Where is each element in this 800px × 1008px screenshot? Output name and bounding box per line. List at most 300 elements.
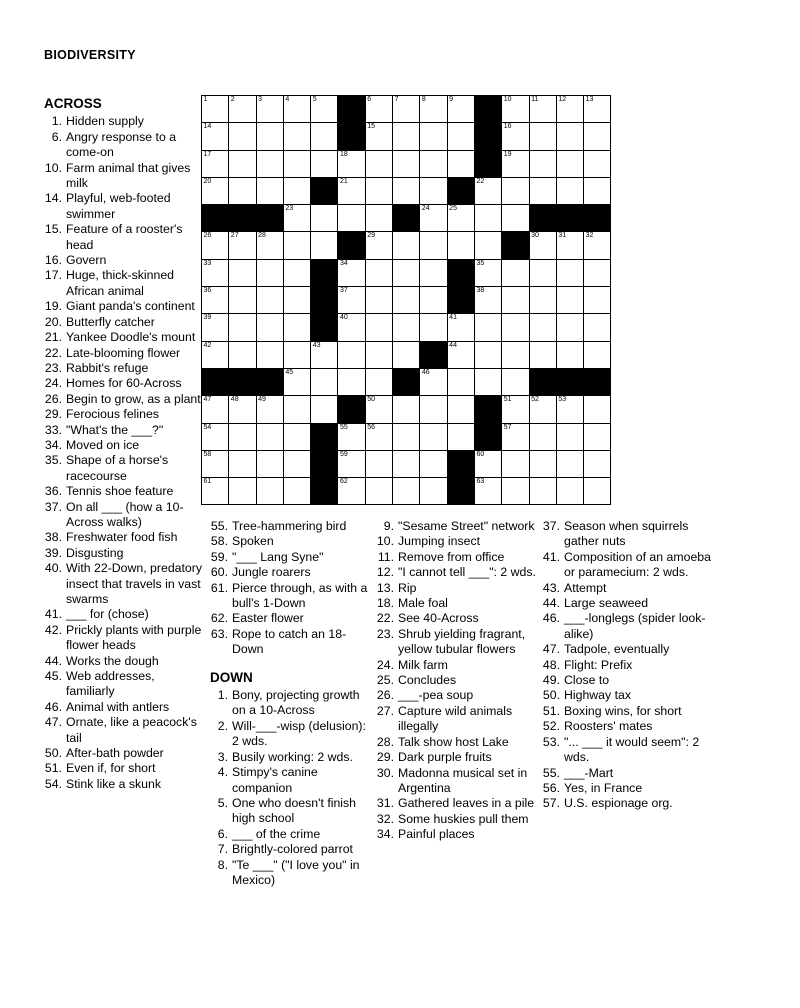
grid-cell[interactable] — [229, 287, 256, 314]
grid-cell[interactable] — [229, 259, 256, 286]
down-clue[interactable] — [542, 519, 712, 550]
down-clue[interactable] — [542, 673, 712, 688]
grid-cell[interactable] — [365, 341, 392, 368]
clue-number: 7. — [217, 842, 228, 857]
grid-cell[interactable] — [393, 450, 420, 477]
across-clue[interactable] — [44, 222, 204, 253]
down-clue[interactable] — [542, 781, 712, 796]
down-clue[interactable] — [376, 750, 536, 765]
grid-cell[interactable] — [202, 150, 229, 177]
grid-cell[interactable] — [556, 177, 583, 204]
across-clue[interactable] — [210, 611, 370, 626]
across-clue[interactable] — [44, 654, 204, 669]
grid-cell[interactable] — [202, 341, 229, 368]
grid-cell-block — [556, 205, 583, 232]
grid-cell[interactable] — [338, 205, 365, 232]
grid-cell-number: 15 — [367, 123, 376, 131]
grid-cell[interactable] — [256, 259, 283, 286]
grid-cell[interactable] — [420, 177, 447, 204]
across-clue[interactable] — [44, 114, 204, 129]
grid-cell[interactable] — [311, 396, 338, 423]
grid-cell[interactable] — [311, 341, 338, 368]
across-clue[interactable] — [44, 423, 204, 438]
grid-cell[interactable] — [584, 396, 611, 423]
down-clue[interactable] — [376, 796, 536, 811]
grid-cell[interactable] — [556, 150, 583, 177]
grid-cell[interactable] — [420, 150, 447, 177]
down-clue[interactable] — [542, 719, 712, 734]
grid-cell[interactable] — [338, 287, 365, 314]
grid-cell[interactable] — [338, 259, 365, 286]
clue-text: ___-Mart — [564, 765, 614, 780]
down-clue[interactable] — [210, 750, 370, 765]
across-clue[interactable] — [44, 453, 204, 484]
down-clue[interactable] — [376, 565, 536, 580]
across-clue[interactable] — [44, 299, 204, 314]
grid-cell[interactable] — [502, 450, 529, 477]
across-clue[interactable] — [44, 330, 204, 345]
grid-cell[interactable] — [202, 314, 229, 341]
grid-cell[interactable] — [283, 478, 310, 505]
down-clue[interactable] — [210, 688, 370, 719]
grid-cell[interactable] — [474, 478, 501, 505]
down-clue[interactable] — [376, 735, 536, 750]
grid-cell[interactable] — [202, 478, 229, 505]
down-clue[interactable] — [542, 704, 712, 719]
grid-cell[interactable] — [393, 314, 420, 341]
grid-cell[interactable] — [202, 287, 229, 314]
grid-cell[interactable] — [529, 287, 556, 314]
grid-cell[interactable] — [365, 259, 392, 286]
grid-cell[interactable] — [529, 150, 556, 177]
down-clue[interactable] — [542, 735, 712, 766]
across-clue[interactable] — [44, 669, 204, 700]
clue-text: Flight: Prefix — [564, 657, 633, 672]
grid-cell[interactable] — [202, 232, 229, 259]
down-clue[interactable] — [210, 827, 370, 842]
grid-cell[interactable] — [584, 423, 611, 450]
down-clue[interactable] — [542, 581, 712, 596]
grid-cell[interactable] — [202, 396, 229, 423]
grid-cell[interactable] — [202, 259, 229, 286]
grid-cell[interactable] — [338, 177, 365, 204]
clue-text: ___-longlegs (spider look-alike) — [564, 611, 706, 641]
grid-cell[interactable] — [556, 123, 583, 150]
clue-number: 6. — [51, 129, 62, 144]
grid-cell[interactable] — [365, 177, 392, 204]
down-clue[interactable] — [376, 534, 536, 549]
grid-cell[interactable] — [283, 450, 310, 477]
grid-cell[interactable] — [529, 314, 556, 341]
grid-cell[interactable] — [393, 287, 420, 314]
down-clue[interactable] — [376, 658, 536, 673]
grid-cell[interactable] — [283, 96, 310, 123]
across-clue[interactable] — [44, 130, 204, 161]
across-clue[interactable] — [44, 315, 204, 330]
grid-cell[interactable] — [474, 341, 501, 368]
grid-cell-number: 32 — [585, 232, 594, 240]
across-clue[interactable] — [210, 581, 370, 612]
grid-cell[interactable] — [502, 478, 529, 505]
across-clue[interactable] — [44, 623, 204, 654]
grid-cell[interactable] — [420, 423, 447, 450]
grid-cell[interactable] — [584, 341, 611, 368]
grid-cell[interactable] — [338, 341, 365, 368]
grid-row — [202, 287, 611, 314]
grid-cell[interactable] — [556, 232, 583, 259]
grid-row — [202, 450, 611, 477]
clue-text: Works the dough — [66, 653, 159, 668]
grid-cell[interactable] — [529, 96, 556, 123]
across-clue[interactable] — [210, 565, 370, 580]
grid-cell[interactable] — [393, 232, 420, 259]
down-clue[interactable] — [210, 796, 370, 827]
grid-cell[interactable] — [365, 423, 392, 450]
grid-cell[interactable] — [256, 177, 283, 204]
grid-cell[interactable] — [365, 232, 392, 259]
grid-cell[interactable] — [502, 205, 529, 232]
grid-cell[interactable] — [311, 232, 338, 259]
grid-cell[interactable] — [502, 123, 529, 150]
across-clue[interactable] — [44, 761, 204, 776]
grid-cell[interactable] — [529, 259, 556, 286]
across-clue[interactable] — [44, 561, 204, 607]
grid-cell[interactable] — [556, 287, 583, 314]
grid-cell[interactable] — [256, 450, 283, 477]
across-clue[interactable] — [44, 268, 204, 299]
across-clue[interactable] — [44, 191, 204, 222]
grid-cell[interactable] — [529, 423, 556, 450]
grid-cell[interactable] — [556, 450, 583, 477]
down-clue[interactable] — [376, 519, 536, 534]
grid-cell[interactable] — [311, 123, 338, 150]
grid-cell[interactable] — [229, 96, 256, 123]
clue-text: Jungle roarers — [232, 565, 311, 580]
grid-cell[interactable] — [502, 341, 529, 368]
grid-cell[interactable] — [420, 450, 447, 477]
across-clue[interactable] — [44, 407, 204, 422]
grid-cell[interactable] — [229, 314, 256, 341]
grid-cell[interactable] — [556, 423, 583, 450]
clue-text: Tadpole, eventually — [564, 642, 670, 657]
grid-cell[interactable] — [447, 123, 474, 150]
grid-cell[interactable] — [447, 205, 474, 232]
grid-cell[interactable] — [229, 478, 256, 505]
clue-number: 12. — [376, 565, 394, 580]
across-clue[interactable] — [44, 715, 204, 746]
grid-cell[interactable] — [202, 450, 229, 477]
grid-cell[interactable] — [393, 396, 420, 423]
grid-cell[interactable] — [556, 259, 583, 286]
clue-text: Shrub yielding fragrant, yellow tubular flowers — [398, 626, 526, 657]
grid-cell[interactable] — [447, 368, 474, 395]
grid-cell[interactable] — [393, 150, 420, 177]
grid-cell[interactable] — [420, 478, 447, 505]
grid-cell[interactable] — [420, 232, 447, 259]
grid-cell[interactable] — [229, 396, 256, 423]
across-clue[interactable] — [44, 376, 204, 391]
down-clue[interactable] — [210, 858, 370, 889]
grid-cell[interactable] — [502, 287, 529, 314]
grid-cell[interactable] — [529, 478, 556, 505]
down-clue[interactable] — [376, 627, 536, 658]
grid-cell-number: 50 — [367, 396, 376, 404]
down-clue[interactable] — [376, 596, 536, 611]
grid-cell[interactable] — [283, 341, 310, 368]
grid-cell[interactable] — [556, 314, 583, 341]
grid-cell[interactable] — [256, 150, 283, 177]
grid-row — [202, 177, 611, 204]
grid-cell[interactable] — [393, 259, 420, 286]
clue-text: Bony, projecting growth on a 10-Across — [232, 688, 360, 718]
across-clue[interactable] — [44, 438, 204, 453]
grid-cell[interactable] — [229, 341, 256, 368]
grid-cell[interactable] — [283, 314, 310, 341]
grid-cell[interactable] — [447, 314, 474, 341]
across-clue[interactable] — [44, 346, 204, 361]
grid-cell[interactable] — [502, 314, 529, 341]
clue-number: 25. — [376, 673, 394, 688]
grid-cell[interactable] — [502, 396, 529, 423]
grid-cell[interactable] — [529, 123, 556, 150]
across-clue[interactable] — [210, 519, 370, 534]
down-clue[interactable] — [376, 766, 536, 797]
grid-cell[interactable] — [420, 314, 447, 341]
grid-cell[interactable] — [502, 259, 529, 286]
grid-cell-number: 42 — [203, 341, 212, 349]
across-clue[interactable] — [44, 361, 204, 376]
grid-cell[interactable] — [556, 478, 583, 505]
grid-cell[interactable] — [256, 423, 283, 450]
down-clue[interactable] — [376, 611, 536, 626]
down-clue[interactable] — [376, 704, 536, 735]
grid-cell[interactable] — [338, 368, 365, 395]
grid-cell[interactable] — [256, 314, 283, 341]
grid-cell[interactable] — [420, 396, 447, 423]
grid-cell[interactable] — [556, 396, 583, 423]
grid-cell[interactable] — [502, 368, 529, 395]
grid-cell[interactable] — [393, 96, 420, 123]
grid-cell[interactable] — [338, 314, 365, 341]
grid-cell[interactable] — [311, 150, 338, 177]
grid-cell[interactable] — [420, 368, 447, 395]
grid-cell[interactable] — [393, 423, 420, 450]
grid-cell-number: 47 — [203, 396, 212, 404]
grid-cell[interactable] — [447, 150, 474, 177]
grid-cell[interactable] — [556, 341, 583, 368]
clue-text: After-bath powder — [66, 746, 164, 761]
grid-cell[interactable] — [202, 96, 229, 123]
grid-cell[interactable] — [365, 478, 392, 505]
grid-cell[interactable] — [283, 287, 310, 314]
grid-cell[interactable] — [338, 450, 365, 477]
grid-cell[interactable] — [365, 287, 392, 314]
grid-cell[interactable] — [529, 341, 556, 368]
grid-cell[interactable] — [229, 123, 256, 150]
down-clue[interactable] — [376, 827, 536, 842]
grid-cell[interactable] — [365, 450, 392, 477]
grid-cell[interactable] — [447, 423, 474, 450]
grid-cell[interactable] — [529, 177, 556, 204]
across-clue[interactable] — [44, 530, 204, 545]
across-clue[interactable] — [44, 746, 204, 761]
grid-cell[interactable] — [256, 341, 283, 368]
across-clue[interactable] — [44, 484, 204, 499]
clue-number: 10. — [376, 534, 394, 549]
grid-cell[interactable] — [256, 287, 283, 314]
grid-cell-number: 51 — [503, 396, 512, 404]
grid-cell-number: 61 — [203, 478, 212, 486]
grid-cell[interactable] — [338, 478, 365, 505]
grid-cell[interactable] — [229, 423, 256, 450]
grid-cell[interactable] — [283, 177, 310, 204]
grid-cell[interactable] — [256, 396, 283, 423]
grid-cell[interactable] — [365, 314, 392, 341]
across-clue[interactable] — [44, 700, 204, 715]
grid-cell[interactable] — [420, 123, 447, 150]
grid-cell[interactable] — [338, 150, 365, 177]
grid-cell[interactable] — [420, 259, 447, 286]
across-clue[interactable] — [44, 546, 204, 561]
grid-cell[interactable] — [256, 123, 283, 150]
grid-cell[interactable] — [365, 123, 392, 150]
grid-cell[interactable] — [502, 177, 529, 204]
down-clue[interactable] — [542, 550, 712, 581]
grid-cell[interactable] — [283, 205, 310, 232]
grid-cell[interactable] — [365, 150, 392, 177]
grid-cell[interactable] — [584, 177, 611, 204]
across-clue[interactable] — [44, 253, 204, 268]
down-clue[interactable] — [376, 688, 536, 703]
down-clue[interactable] — [376, 673, 536, 688]
grid-cell[interactable] — [283, 368, 310, 395]
grid-cell[interactable] — [283, 423, 310, 450]
grid-cell[interactable] — [202, 177, 229, 204]
grid-cell[interactable] — [502, 150, 529, 177]
grid-cell[interactable] — [365, 205, 392, 232]
grid-cell[interactable] — [447, 396, 474, 423]
grid-cell[interactable] — [393, 478, 420, 505]
grid-cell[interactable] — [256, 96, 283, 123]
grid-cell[interactable] — [584, 123, 611, 150]
down-clue[interactable] — [542, 766, 712, 781]
grid-cell[interactable] — [256, 478, 283, 505]
grid-cell[interactable] — [202, 423, 229, 450]
down-clue[interactable] — [210, 719, 370, 750]
grid-cell[interactable] — [311, 96, 338, 123]
down-clue[interactable] — [210, 842, 370, 857]
across-clue[interactable] — [44, 392, 204, 407]
grid-cell[interactable] — [229, 232, 256, 259]
grid-cell[interactable] — [365, 96, 392, 123]
across-clue[interactable] — [44, 777, 204, 792]
grid-cell[interactable] — [447, 341, 474, 368]
grid-cell[interactable] — [529, 450, 556, 477]
grid-cell-number: 45 — [285, 368, 294, 376]
across-heading: ACROSS — [44, 96, 102, 111]
grid-cell[interactable] — [393, 177, 420, 204]
down-clue[interactable] — [542, 688, 712, 703]
grid-cell[interactable] — [474, 450, 501, 477]
grid-cell[interactable] — [283, 150, 310, 177]
grid-cell[interactable] — [502, 423, 529, 450]
grid-cell[interactable] — [338, 423, 365, 450]
grid-cell[interactable] — [584, 478, 611, 505]
grid-cell[interactable] — [393, 123, 420, 150]
down-clue[interactable] — [376, 550, 536, 565]
grid-cell[interactable] — [584, 259, 611, 286]
clue-text: Even if, for short — [66, 761, 156, 776]
clue-number: 37. — [44, 499, 62, 514]
grid-cell[interactable] — [474, 259, 501, 286]
grid-cell[interactable] — [283, 123, 310, 150]
down-clue[interactable] — [210, 765, 370, 796]
across-clue[interactable] — [44, 500, 204, 531]
down-clue[interactable] — [376, 812, 536, 827]
grid-cell[interactable] — [420, 96, 447, 123]
down-clue[interactable] — [542, 642, 712, 657]
across-clue[interactable] — [44, 161, 204, 192]
grid-cell[interactable] — [474, 287, 501, 314]
grid-cell[interactable] — [474, 177, 501, 204]
down-clue[interactable] — [542, 658, 712, 673]
across-clue[interactable] — [210, 550, 370, 565]
grid-cell[interactable] — [447, 232, 474, 259]
grid-cell[interactable] — [229, 450, 256, 477]
grid-cell[interactable] — [229, 150, 256, 177]
grid-cell[interactable] — [420, 287, 447, 314]
grid-cell[interactable] — [256, 232, 283, 259]
grid-cell[interactable] — [584, 232, 611, 259]
down-clue[interactable] — [542, 611, 712, 642]
grid-cell[interactable] — [529, 232, 556, 259]
grid-cell[interactable] — [474, 232, 501, 259]
grid-cell[interactable] — [474, 314, 501, 341]
grid-cell[interactable] — [502, 96, 529, 123]
grid-cell[interactable] — [584, 96, 611, 123]
grid-cell[interactable] — [365, 368, 392, 395]
grid-cell[interactable] — [311, 368, 338, 395]
grid-cell[interactable] — [529, 396, 556, 423]
grid-cell[interactable] — [283, 396, 310, 423]
clue-text: Angry response to a come-on — [66, 129, 177, 160]
down-clue[interactable] — [376, 581, 536, 596]
grid-cell[interactable] — [556, 96, 583, 123]
grid-cell[interactable] — [283, 259, 310, 286]
grid-cell[interactable] — [283, 232, 310, 259]
grid-cell[interactable] — [584, 287, 611, 314]
down-clue[interactable] — [542, 596, 712, 611]
grid-cell[interactable] — [447, 96, 474, 123]
across-clue[interactable] — [210, 627, 370, 658]
grid-cell[interactable] — [474, 205, 501, 232]
grid-cell[interactable] — [311, 205, 338, 232]
crossword-grid[interactable] — [201, 95, 611, 505]
across-clue[interactable] — [44, 607, 204, 622]
grid-cell[interactable] — [229, 177, 256, 204]
grid-cell[interactable] — [365, 396, 392, 423]
grid-cell[interactable] — [393, 341, 420, 368]
grid-cell[interactable] — [584, 150, 611, 177]
grid-table[interactable] — [201, 95, 611, 505]
grid-cell[interactable] — [584, 450, 611, 477]
across-clue[interactable] — [210, 534, 370, 549]
grid-cell[interactable] — [584, 314, 611, 341]
grid-cell[interactable] — [202, 123, 229, 150]
grid-cell[interactable] — [474, 368, 501, 395]
grid-cell[interactable] — [420, 205, 447, 232]
down-clue[interactable] — [542, 796, 712, 811]
